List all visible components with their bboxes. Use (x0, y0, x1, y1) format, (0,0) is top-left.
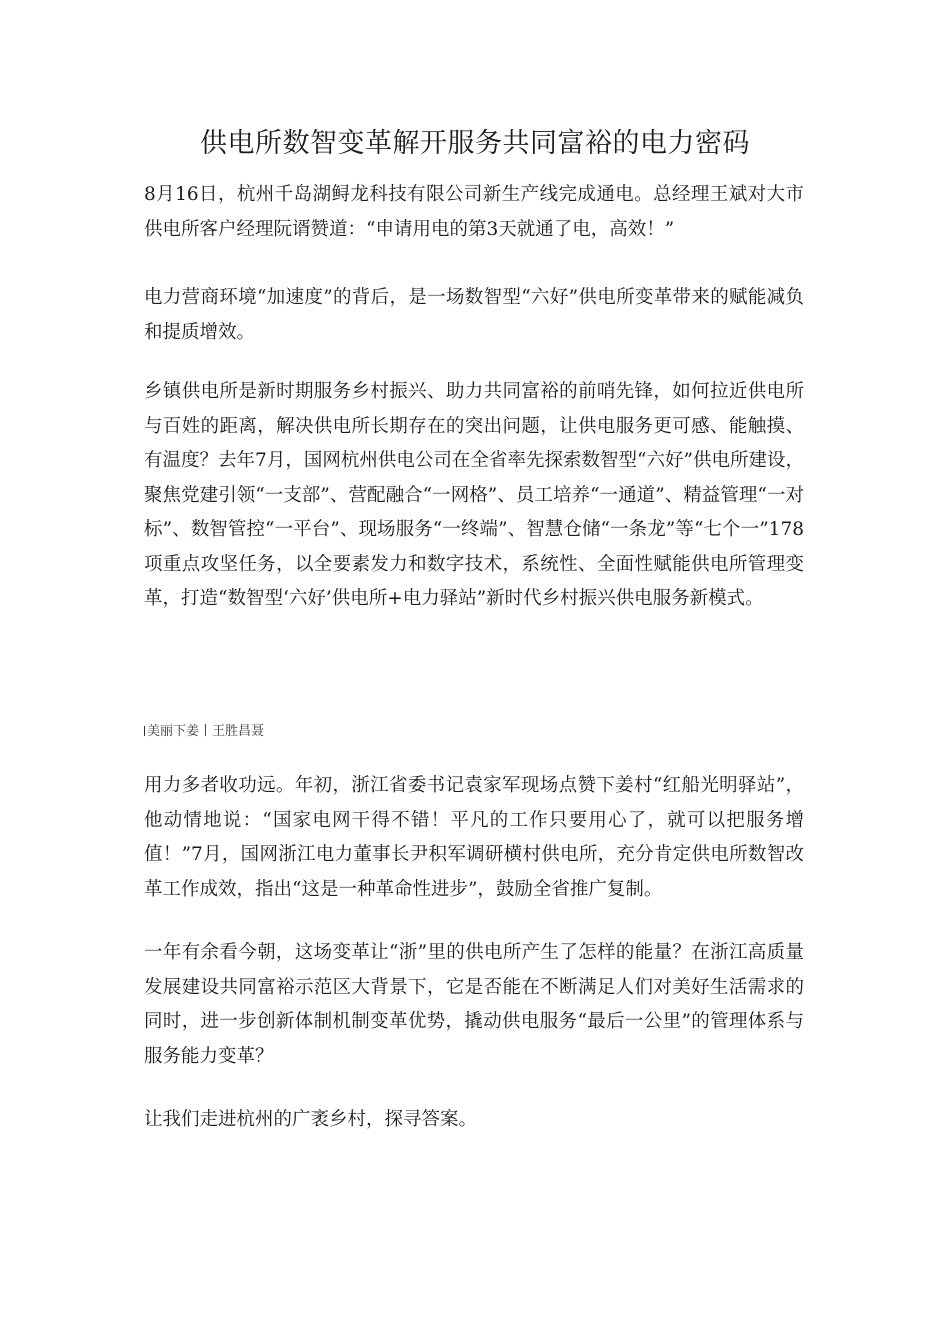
paragraph-6: 让我们走进杭州的广袤乡村，探寻答案。 (144, 1109, 478, 1130)
paragraph-5: 一年有余看今朝，这场变革让“浙”里的供电所产生了怎样的能量？在浙江高质量发展建设共同富裕示范区大背景下，它是否能在不断满足人们对美好生活需求的同时，进一步创新体制机制变革优势，撬动供电服务“最后一公里”的管理体系与服务能力变革？ (144, 942, 804, 1067)
photo-caption-text: 美丽下姜丨王胜昌聂 (147, 724, 265, 739)
caption-marker (144, 726, 145, 736)
paragraph-3: 乡镇供电所是新时期服务乡村振兴、助力共同富裕的前哨先锋，如何拉近供电所与百姓的距离，解决供电所长期存在的突出问题，让供电服务更可感、能触摸、有温度？去年7月，国网杭州供电公司在全省率先探索数智型“六好”供电所建设，聚焦党建引领“一支部”、营配融合“一网格”、员工培养“一通道”、精益管理“一对标”、数智管控“一平台”、现场服务“一终端”、智慧仓储“一条龙”等“七个一”178项重点攻坚任务，以全要素发力和数字技术，系统性、全面性赋能供电所管理变革，打造“数智型‘六好’供电所+电力驿站”新时代乡村振兴供电服务新模式。 (144, 381, 804, 609)
paragraph-1: 8月16日，杭州千岛湖鲟龙科技有限公司新生产线完成通电。总经理王斌对大市供电所客户经理阮谞赞道：“申请用电的第3天就通了电，高效！” (144, 184, 804, 240)
paragraph-2: 电力营商环境“加速度”的背后，是一场数智型“六好”供电所变革带来的赋能减负和提质增效。 (144, 287, 804, 343)
paragraph-4: 用力多者收功远。年初，浙江省委书记袁家军现场点赞下姜村“红船光明驿站”，他动情地说：“国家电网干得不错！平凡的工作只要用心了，就可以把服务增值！”7月，国网浙江电力董事长尹积军调研横村供电所，充分肯定供电所数智改革工作成效，指出“这是一种革命性进步”，鼓励全省推广复制。 (144, 775, 804, 900)
article-title: 供电所数智变革解开服务共同富裕的电力密码 (200, 128, 750, 159)
photo-caption (144, 722, 804, 742)
